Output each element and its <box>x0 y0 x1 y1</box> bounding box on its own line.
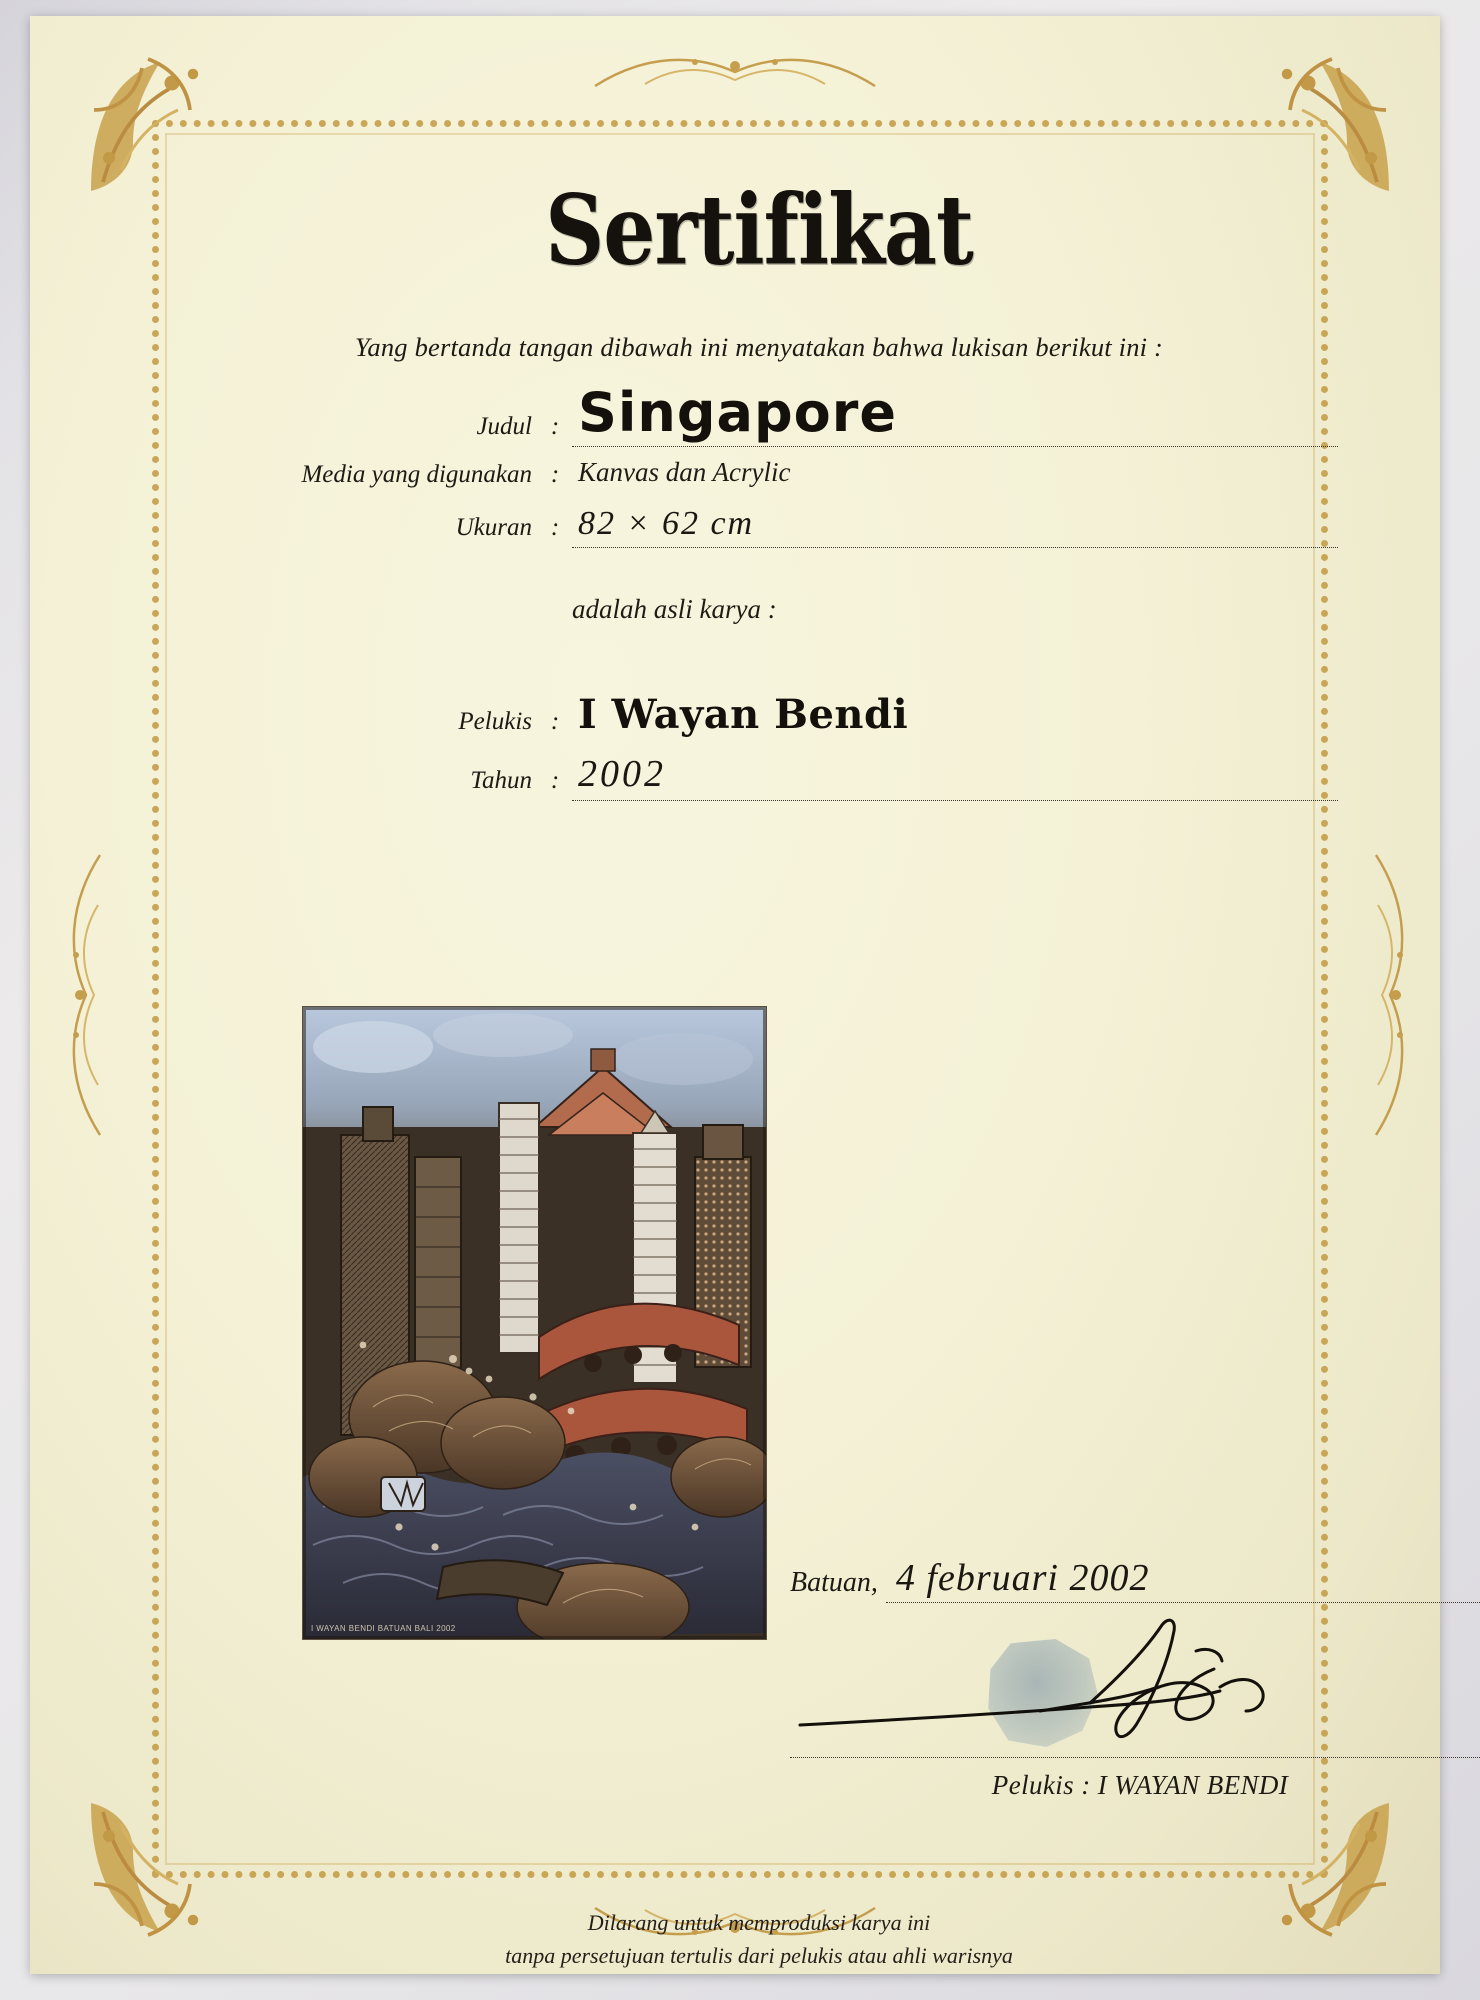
field-value-ukuran <box>572 505 1338 548</box>
artwork-illustration <box>303 1007 766 1639</box>
field-value-pelukis <box>572 691 1338 742</box>
field-value-judul <box>572 381 1338 447</box>
field-label-tahun: Tahun <box>470 766 532 794</box>
painter-block <box>180 691 1338 801</box>
field-label-media: Media yang digunakan <box>301 460 532 488</box>
field-row-judul <box>180 381 1338 447</box>
field-value-media <box>572 457 1338 495</box>
signature-city-label: Batuan, <box>790 1567 878 1598</box>
field-row-ukuran <box>180 505 1338 548</box>
artwork-title-value: Singapore <box>578 381 897 444</box>
artwork-photo <box>302 1006 767 1640</box>
signature-line <box>790 1607 1480 1758</box>
painter-name-value: I Wayan Bendi <box>578 690 909 738</box>
field-row-tahun <box>180 752 1338 801</box>
artwork-year-value: 2002 <box>578 752 666 795</box>
field-row-pelukis <box>180 691 1338 742</box>
edge-flourish-left-icon <box>60 845 106 1145</box>
artwork-signature-caption: I WAYAN BENDI BATUAN BALI 2002 <box>311 1624 456 1633</box>
footer-line-2: tanpa persetujuan tertulis dari pelukis atau ahli warisnya <box>505 1943 1013 1968</box>
declaration-subtitle: Yang bertanda tangan dibawah ini menyatakan bahwa lukisan berikut ini : <box>354 332 1164 362</box>
field-value-tahun <box>572 752 1338 801</box>
field-colon-pelukis: : <box>550 707 560 735</box>
field-colon-ukuran: : <box>550 513 560 541</box>
field-label-judul: Judul <box>476 412 532 440</box>
field-label-ukuran: Ukuran <box>455 513 532 541</box>
footer-notice <box>180 1906 1338 1972</box>
handwritten-signature-icon <box>790 1607 1480 1757</box>
certificate-content <box>180 146 1338 1968</box>
signature-date-row <box>790 1556 1480 1603</box>
edge-flourish-top-icon <box>585 46 885 92</box>
certificate-paper <box>30 16 1440 1974</box>
field-colon-tahun: : <box>550 766 560 794</box>
artwork-media-value: Kanvas dan Acrylic <box>578 456 791 487</box>
signer-name-line: Pelukis : I WAYAN BENDI <box>991 1770 1289 1800</box>
field-row-media <box>180 457 1338 495</box>
field-list <box>180 381 1338 801</box>
page-title: Sertifikat <box>545 174 973 288</box>
artwork-size-value: 82 × 62 cm <box>578 504 755 542</box>
original-work-line: adalah asli karya : <box>572 593 777 624</box>
ink-stamp-mark <box>986 1639 1098 1747</box>
field-colon-judul: : <box>550 412 560 440</box>
field-label-pelukis: Pelukis <box>458 707 532 735</box>
field-colon-media: : <box>550 460 560 488</box>
signature-date-value: 4 februari 2002 <box>886 1556 1480 1603</box>
signature-block <box>790 1556 1480 1801</box>
edge-flourish-right-icon <box>1370 845 1416 1145</box>
footer-line-1: Dilarang untuk memproduksi karya ini <box>587 1910 931 1935</box>
